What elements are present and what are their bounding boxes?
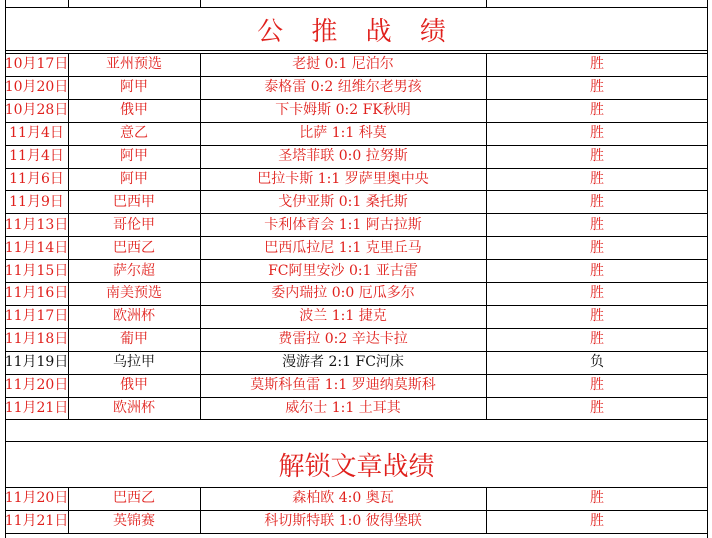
cell-match: 漫游者 2:1 FC河床 <box>282 354 404 371</box>
column-divider <box>68 0 69 7</box>
cell-league: 欧洲杯 <box>113 399 155 416</box>
row-divider <box>5 441 708 442</box>
cell-league: 乌拉甲 <box>113 354 155 371</box>
cell-league: 欧洲杯 <box>113 308 155 325</box>
cell-result: 胜 <box>590 56 604 73</box>
cell-league: 巴西乙 <box>113 490 155 507</box>
cell-date: 11月14日 <box>4 239 69 256</box>
cell-match: 森柏欧 4:0 奥瓦 <box>292 490 394 507</box>
cell-date: 11月15日 <box>4 262 69 279</box>
cell-date: 11月18日 <box>4 331 69 348</box>
row-divider <box>5 50 708 51</box>
cell-match: 比萨 1:1 科莫 <box>299 125 387 142</box>
cell-match: 巴西瓜拉尼 1:1 克里丘马 <box>264 239 422 256</box>
cell-result: 胜 <box>590 239 604 256</box>
cell-result: 胜 <box>590 399 604 416</box>
row-divider <box>5 7 708 8</box>
cell-date: 10月20日 <box>4 79 69 96</box>
cell-date: 11月6日 <box>9 170 64 187</box>
cell-result: 胜 <box>590 170 604 187</box>
cell-date: 11月19日 <box>4 354 69 371</box>
cell-result: 胜 <box>590 308 604 325</box>
cell-date: 10月28日 <box>4 102 69 119</box>
cell-result: 负 <box>590 354 604 371</box>
cell-result: 胜 <box>590 377 604 394</box>
cell-match: 波兰 1:1 捷克 <box>299 308 387 325</box>
cell-date: 11月21日 <box>4 399 69 416</box>
cell-match: 下卡姆斯 0:2 FK秋明 <box>275 102 411 119</box>
cell-match: 戈伊亚斯 0:1 桑托斯 <box>278 193 408 210</box>
cell-league: 南美预选 <box>106 285 162 302</box>
cell-result: 胜 <box>590 148 604 165</box>
cell-result: 胜 <box>590 285 604 302</box>
cell-date: 10月17日 <box>4 56 69 73</box>
cell-match: 莫斯科鱼雷 1:1 罗迪纳莫斯科 <box>250 377 436 394</box>
cell-match: 圣塔菲联 0:0 拉努斯 <box>278 148 408 165</box>
cell-league: 亚州预选 <box>106 56 162 73</box>
cell-league: 俄甲 <box>120 102 148 119</box>
cell-match: FC阿里安沙 0:1 亚古雷 <box>268 262 418 279</box>
cell-league: 阿甲 <box>120 79 148 96</box>
cell-league: 巴西甲 <box>113 193 155 210</box>
cell-league: 哥伦甲 <box>113 216 155 233</box>
cell-match: 老挝 0:1 尼泊尔 <box>292 56 394 73</box>
cell-match: 巴拉卡斯 1:1 罗萨里奥中央 <box>257 170 429 187</box>
cell-date: 11月9日 <box>9 193 64 210</box>
section-title-recommended: 公 推 战 绩 <box>257 16 456 47</box>
cell-date: 11月4日 <box>9 148 64 165</box>
cell-match: 卡利体育会 1:1 阿古拉斯 <box>264 216 422 233</box>
cell-league: 阿甲 <box>120 170 148 187</box>
cell-date: 11月21日 <box>4 513 69 530</box>
cell-result: 胜 <box>590 125 604 142</box>
cell-result: 胜 <box>590 513 604 530</box>
cell-match: 费雷拉 0:2 辛达卡拉 <box>278 331 408 348</box>
cell-league: 俄甲 <box>120 377 148 394</box>
cell-match: 委内瑞拉 0:0 厄瓜多尔 <box>271 285 415 302</box>
cell-result: 胜 <box>590 79 604 96</box>
column-divider <box>200 0 201 7</box>
cell-date: 11月13日 <box>4 216 69 233</box>
cell-league: 萨尔超 <box>113 262 155 279</box>
cell-league: 巴西乙 <box>113 239 155 256</box>
cell-match: 科切斯特联 1:0 彼得堡联 <box>264 513 422 530</box>
cell-date: 11月20日 <box>4 377 69 394</box>
section-title-unlocked: 解锁文章战绩 <box>278 451 435 482</box>
cell-result: 胜 <box>590 102 604 119</box>
cell-result: 胜 <box>590 331 604 348</box>
cell-league: 阿甲 <box>120 148 148 165</box>
cell-result: 胜 <box>590 216 604 233</box>
cell-match: 威尔士 1:1 土耳其 <box>285 399 401 416</box>
cell-result: 胜 <box>590 193 604 210</box>
cell-league: 英锦赛 <box>113 513 155 530</box>
cell-date: 11月4日 <box>9 125 64 142</box>
cell-date: 11月20日 <box>4 490 69 507</box>
cell-date: 11月17日 <box>4 308 69 325</box>
cell-result: 胜 <box>590 262 604 279</box>
cell-result: 胜 <box>590 490 604 507</box>
cell-league: 葡甲 <box>120 331 148 348</box>
cell-league: 意乙 <box>120 125 148 142</box>
cell-date: 11月16日 <box>4 285 69 302</box>
row-divider <box>5 533 708 534</box>
cell-match: 泰格雷 0:2 纽维尔老男孩 <box>264 79 422 96</box>
column-divider <box>486 0 487 7</box>
